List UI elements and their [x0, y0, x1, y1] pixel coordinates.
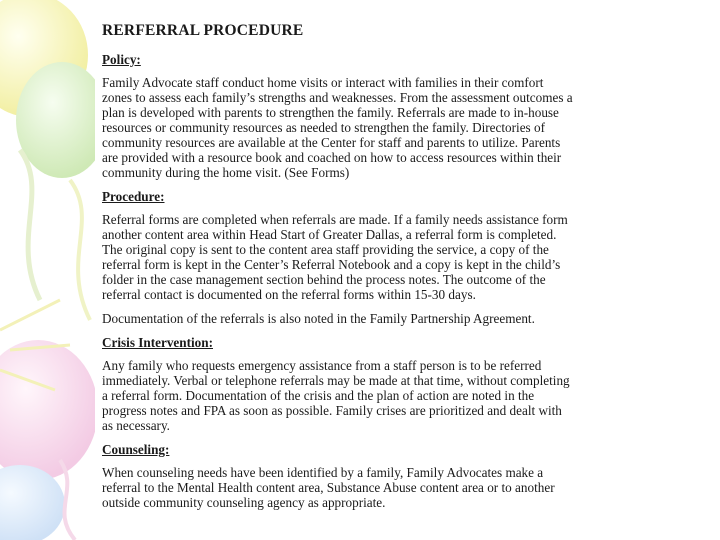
streamer: [70, 180, 90, 320]
procedure-paragraph: Referral forms are completed when referrals are made. If a family needs assistance form another content area within Head Start of Greater Dallas, a referral form is completed. The original copy is sent to the content area staff providing the service, a copy of the referral form is kept in the Center’s Referral Notebook and a copy is kept in the child’s folder in the case management section behind the process notes. The outcome of the referral contact is documented on the referral forms within 15-30 days.: [102, 212, 568, 302]
procedure-heading: Procedure:: [102, 189, 165, 204]
document: [95, 22, 675, 519]
counseling-paragraph: When counseling needs have been identified by a family, Family Advocates make a referral to the Mental Health content area, Substance Abuse content area or to another outside community counseling agency as appropriate.: [102, 465, 555, 510]
policy-paragraph: Family Advocate staff conduct home visits or interact with families in their comfort zones to assess each family’s strengths and weaknesses. From the assessment outcomes a plan is developed with parents to strengthen the family. Referrals are made to in-house resources or community resources as needed to strengthen the family. Directories of community resources are available at the Center for staff and parents to utilize. Parents are provided with a resource book and coached on how to access resources within their community during the home visit. (See Forms): [102, 75, 573, 180]
document-title: RERFERRAL PROCEDURE: [102, 22, 304, 39]
crisis-heading: Crisis Intervention:: [102, 335, 213, 350]
procedure-note: Documentation of the referrals is also noted in the Family Partnership Agreement.: [102, 311, 535, 326]
streamer: [20, 150, 40, 300]
counseling-heading: Counseling:: [102, 442, 170, 457]
pink-balloon: [0, 340, 98, 480]
crisis-paragraph: Any family who requests emergency assistance from a staff person is to be referred immediately. Verbal or telephone referrals may be made at that time, without completing a referral form. Documentation of the crisis and the plan of action are noted in the progress notes and FPA as soon as possible. Family crises are prioritized and dealt with as necessary.: [102, 358, 570, 433]
policy-heading: Policy:: [102, 52, 141, 67]
